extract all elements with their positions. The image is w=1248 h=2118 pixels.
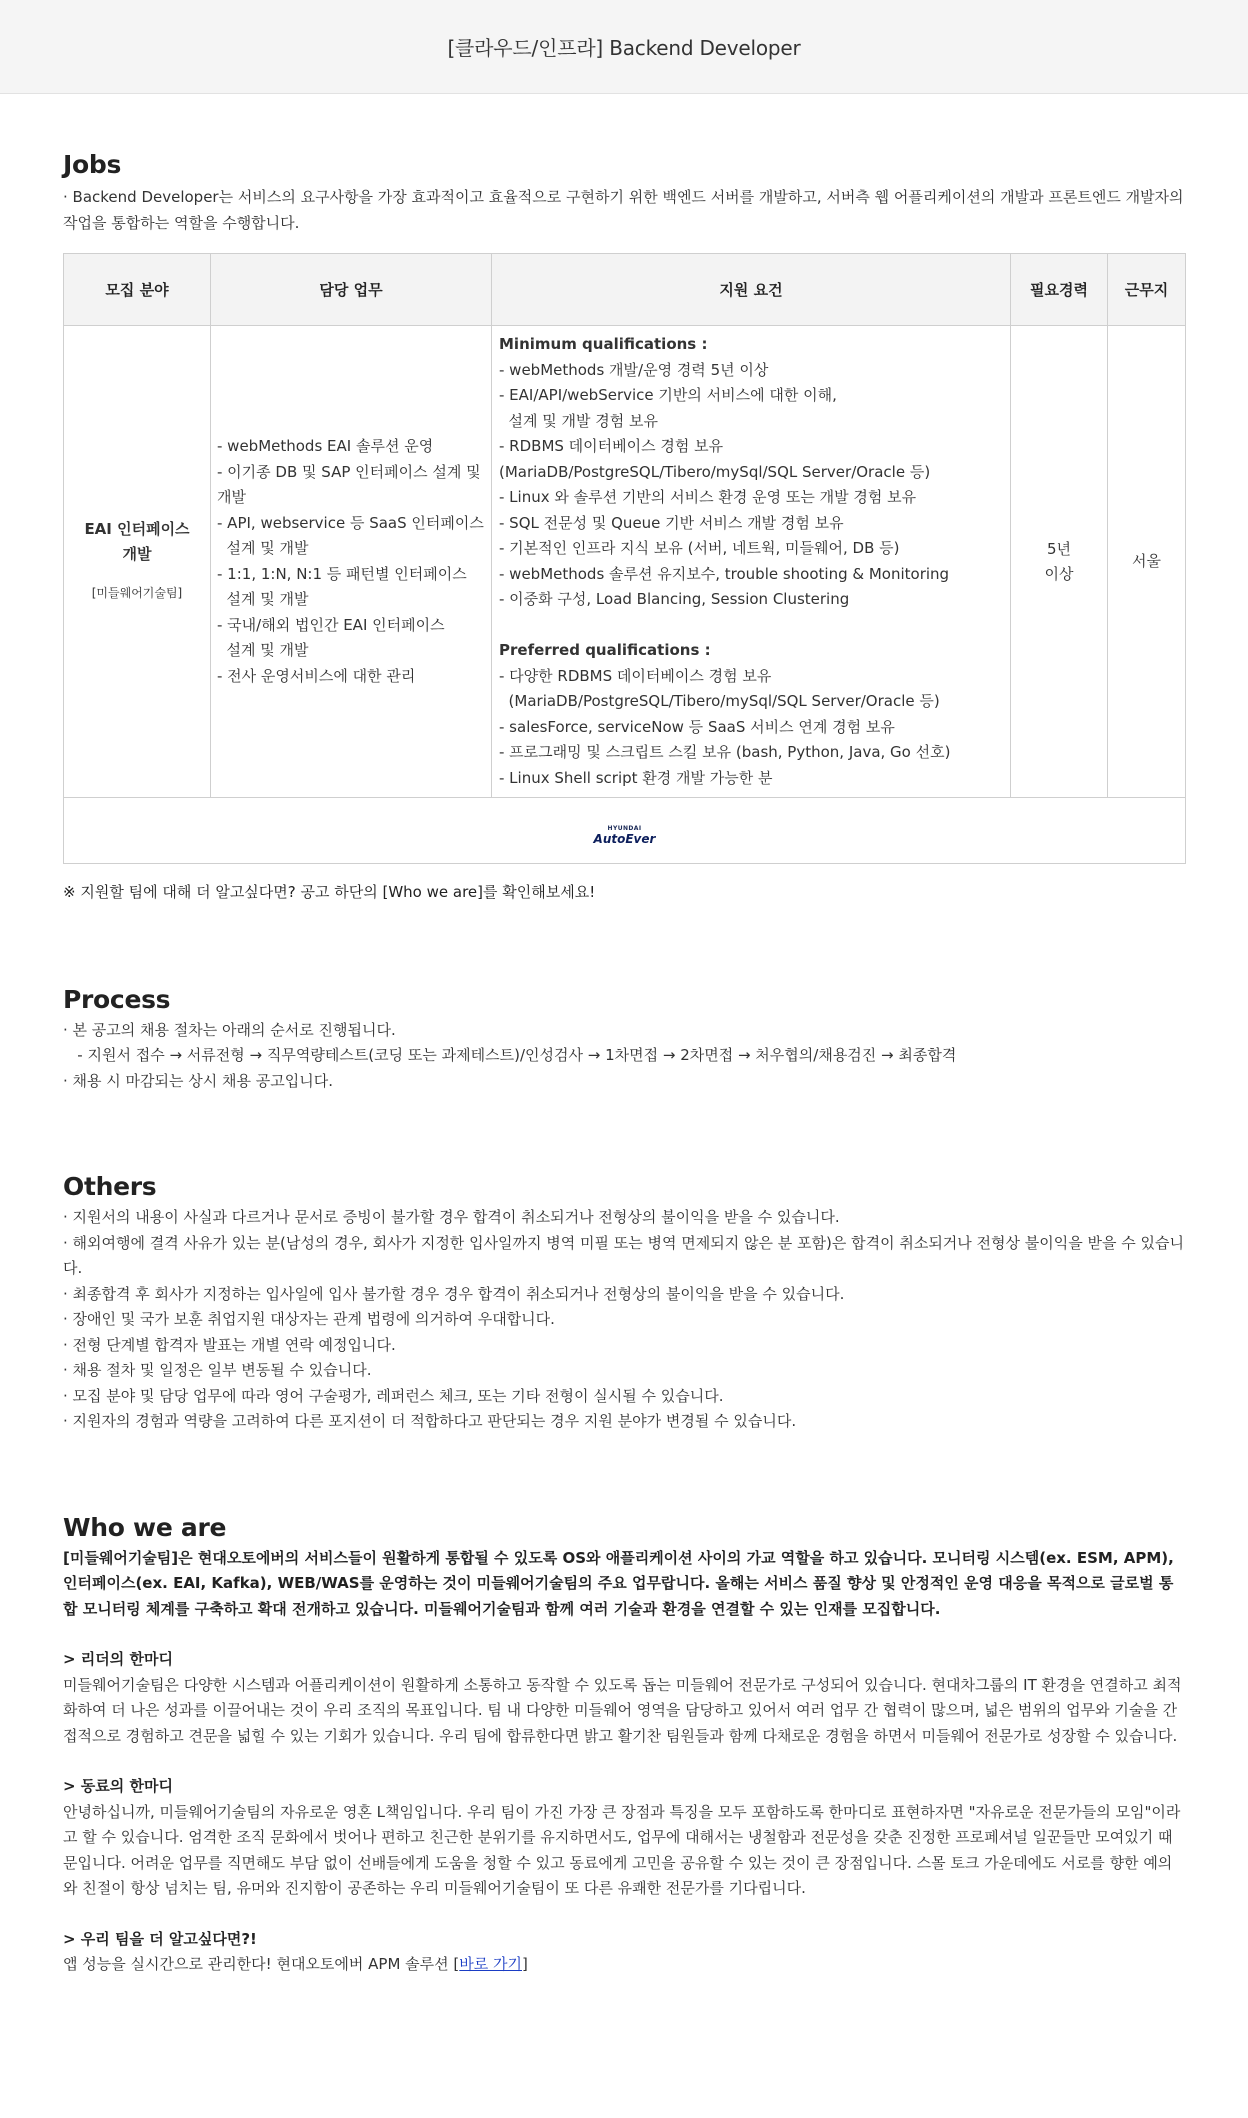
min-qualification-item: - RDBMS 데이터베이스 경험 보유 [499,437,724,455]
experience-value-suffix: 이상 [1044,564,1074,583]
others-line: · 모집 분야 및 담당 업무에 따라 영어 구술평가, 레퍼런스 체크, 또는 기타 전형이 실시될 수 있습니다. [63,1386,724,1405]
header-requirements: 지원 요건 [492,254,1011,326]
min-qualification-item: - EAI/API/webService 기반의 서비스에 대한 이해, [499,386,837,404]
process-line: - 지원서 접수 → 서류전형 → 직무역량테스트(코딩 또는 과제테스트)/인성검사 → 1차면접 → 2차면접 → 처우협의/채용검진 → 최종합격 [63,1046,957,1064]
team-note: ※ 지원할 팀에 대해 더 알고싶다면? 공고 하단의 [Who we are]를 확인해보세요! [63,883,596,901]
peer-text: 안녕하십니까, 미들웨어기술팀의 자유로운 영혼 L책임입니다. 우리 팀이 가진 가장 큰 장점과 특징을 모두 포함하도록 한마디로 표현하자면 "자유로운 전문가들의 모임"이라고 할 수 있습니다. 엄격한 조직 문화에서 벗어나 편하고 친근한 분위기를 유지하면서도, 업무에 대해서는 냉철함과 전문성을 갖춘 진정한 프로페셔널 일꾼들만 모여있기 때문입니다. 어려운 업무를 직면해도 부담 없이 선배들에게 도움을 청할 수 있고 동료에게 고민을 공유할 수 있는 것이 큰 장점입니다. 스몰 토크 가운데에도 서로를 향한 예의와 친절이 항상 넘치는 팀, 유머와 진지함이 공존하는 우리 미들웨어기술팀이 또 다른 유쾌한 전문가를 기다립니다. [63,1802,1181,1897]
preferred-qualification-item: - 다양한 RDBMS 데이터베이스 경험 보유 [499,666,772,685]
duty-line: - webMethods EAI 솔루션 운영 [217,437,434,455]
apm-solution-link[interactable]: 바로 가기 [459,1955,523,1973]
preferred-qualification-item: - 프로그래밍 및 스크립트 스킬 보유 (bash, Python, Java, Go 선호) [499,743,951,761]
others-heading: Others [63,1172,157,1201]
field-team: [미들웨어기술팀] [91,586,183,600]
cell-location: 서울 [1108,326,1186,798]
min-qualification-item: - SQL 전문성 및 Queue 기반 서비스 개발 경험 보유 [499,513,844,532]
cell-requirements [492,326,1011,798]
header-duties: 담당 업무 [211,254,492,326]
min-qualification-item: - 이중화 구성, Load Blancing, Session Clustering [499,590,850,608]
min-qualification-item: - 기본적인 인프라 지식 보유 (서버, 네트웍, 미들웨어, DB 등) [499,539,900,557]
logo-main-text: AutoEver [593,832,656,846]
jobs-heading: Jobs [63,150,122,179]
min-qualification-item: - Linux 와 솔루션 기반의 서비스 환경 운영 또는 개발 경험 보유 [499,488,917,506]
header-field: 모집 분야 [64,254,211,326]
leader-text: 미들웨어기술팀은 다양한 시스템과 어플리케이션이 원활하게 소통하고 동작할 수 있도록 돕는 미들웨어 전문가로 구성되어 있습니다. 현대차그룹의 IT 환경을 연결하고 최적화하여 더 나은 성과를 이끌어내는 것이 우리 조직의 목표입니다. 팀 내 다양한 미들웨어 영역을 담당하고 있어서 여러 업무 간 협력이 많으며, 넓은 범위의 업무와 기술을 간접적으로 경험하고 견문을 넓힐 수 있는 기회가 있습니다. 우리 팀에 합류한다면 밝고 활기찬 팀원들과 함께 다채로운 경험을 하면서 미들웨어 전문가로 성장할 수 있습니다. [63,1675,1182,1745]
more-line [63,1952,1185,1978]
leader-title: > 리더의 한마디 [63,1650,173,1668]
duty-line: - 전사 운영서비스에 대한 관리 [217,666,416,685]
others-line: · 채용 절차 및 일정은 일부 변동될 수 있습니다. [63,1361,372,1379]
others-line: · 해외여행에 결격 사유가 있는 분(남성의 경우, 회사가 지정한 입사일까지 병역 미필 또는 병역 면제되지 않은 분 포함)은 합격이 취소되거나 전형상 불이익을 받을 수 있습니다. [63,1233,1185,1277]
who-we-are-heading: Who we are [63,1512,227,1542]
process-line: · 채용 시 마감되는 상시 채용 공고입니다. [63,1071,333,1090]
jobs-table-row [64,326,1186,798]
process-list [63,1018,1185,1095]
duty-line: - API, webservice 등 SaaS 인터페이스 [217,513,484,532]
experience-value: 5년 [1046,539,1072,558]
preferred-qualification-item: - Linux Shell script 환경 개발 가능한 분 [499,768,773,787]
duty-line: - 1:1, 1:N, N:1 등 패턴별 인터페이스 [217,564,467,583]
jobs-table [63,253,1186,864]
hyundai-autoever-logo [594,826,656,845]
min-qualification-item: - webMethods 개발/운영 경력 5년 이상 [499,360,769,379]
duty-line: 설계 및 개발 [217,539,309,557]
jobs-intro: · Backend Developer는 서비스의 요구사항을 가장 효과적이고 효율적으로 구현하기 위한 백엔드 서버를 개발하고, 서버측 웹 어플리케이션의 개발과 프론트엔드 개발자의 작업을 통합하는 역할을 수행합니다. [63,188,1184,232]
page-title: [클라우드/인프라] Backend Developer [447,36,801,60]
min-qualification-item: (MariaDB/PostgreSQL/Tibero/mySql/SQL Server/Oracle 등) [499,462,931,481]
others-line: · 최종합격 후 회사가 지정하는 입사일에 입사 불가할 경우 경우 합격이 취소되거나 전형상의 불이익을 받을 수 있습니다. [63,1284,845,1303]
cell-experience [1011,326,1108,798]
process-heading: Process [63,984,171,1014]
more-title: > 우리 팀을 더 알고싶다면?! [63,1929,257,1948]
header-experience: 필요경력 [1011,254,1108,326]
process-line: · 본 공고의 채용 절차는 아래의 순서로 진행됩니다. [63,1020,396,1039]
preferred-qualifications-title: Preferred qualifications : [499,641,711,659]
min-qualification-item: - webMethods 솔루션 유지보수, trouble shooting & Monitoring [499,564,950,583]
others-line: · 장애인 및 국가 보훈 취업지원 대상자는 관계 법령에 의거하여 우대합니다. [63,1310,555,1328]
others-line: · 지원자의 경험과 역량을 고려하여 다른 포지션이 더 적합하다고 판단되는 경우 지원 분야가 변경될 수 있습니다. [63,1412,797,1430]
others-line: · 지원서의 내용이 사실과 다르거나 문서로 증빙이 불가할 경우 합격이 취소되거나 전형상의 불이익을 받을 수 있습니다. [63,1208,840,1226]
cell-logo [64,798,1186,864]
preferred-qualification-item: (MariaDB/PostgreSQL/Tibero/mySql/SQL Server/Oracle 등) [499,692,940,710]
job-posting-content [63,150,1185,1978]
duty-line: - 국내/해외 법인간 EAI 인터페이스 [217,615,445,634]
more-close: ] [522,1955,528,1973]
others-line: · 전형 단계별 합격자 발표는 개별 연락 예정입니다. [63,1335,396,1354]
header-location: 근무지 [1108,254,1186,326]
duty-line: 설계 및 개발 [217,590,309,608]
preferred-qualification-item: - salesForce, serviceNow 등 SaaS 서비스 연계 경험 보유 [499,717,895,736]
field-title: EAI 인터페이스 개발 [84,520,190,563]
duty-line: 설계 및 개발 [217,641,309,659]
jobs-table-logo-row [64,798,1186,864]
cell-field [64,326,211,798]
min-qualifications-title: Minimum qualifications : [499,335,708,353]
min-qualification-item: 설계 및 개발 경험 보유 [499,411,659,430]
page-header [0,0,1248,94]
others-list [63,1205,1185,1435]
duty-line: - 이기종 DB 및 SAP 인터페이스 설계 및 [217,462,481,481]
duty-line: 개발 [217,488,246,506]
cell-duties [211,326,492,798]
who-we-are-intro: [미들웨어기술팀]은 현대오토에버의 서비스들이 원활하게 통합될 수 있도록 OS와 애플리케이션 사이의 가교 역할을 하고 있습니다. 모니터링 시스템(ex. ESM, APM), 인터페이스(ex. EAI, Kafka), WEB/WAS를 운영하는 것이 미들웨어기술팀의 주요 업무랍니다. 올해는 서비스 품질 향상 및 안정적인 운영 대응을 목적으로 글로벌 통합 모니터링 체계를 구축하고 확대 전개하고 있습니다. 미들웨어기술팀과 함께 여러 기술과 환경을 연결할 수 있는 인재를 모집합니다. [63,1548,1174,1618]
peer-title: > 동료의 한마디 [63,1777,173,1795]
jobs-table-header-row [64,254,1186,326]
more-text: 앱 성능을 실시간으로 관리한다! 현대오토에버 APM 솔루션 [ [63,1955,460,1973]
logo-top-text: HYUNDAI [607,825,642,832]
